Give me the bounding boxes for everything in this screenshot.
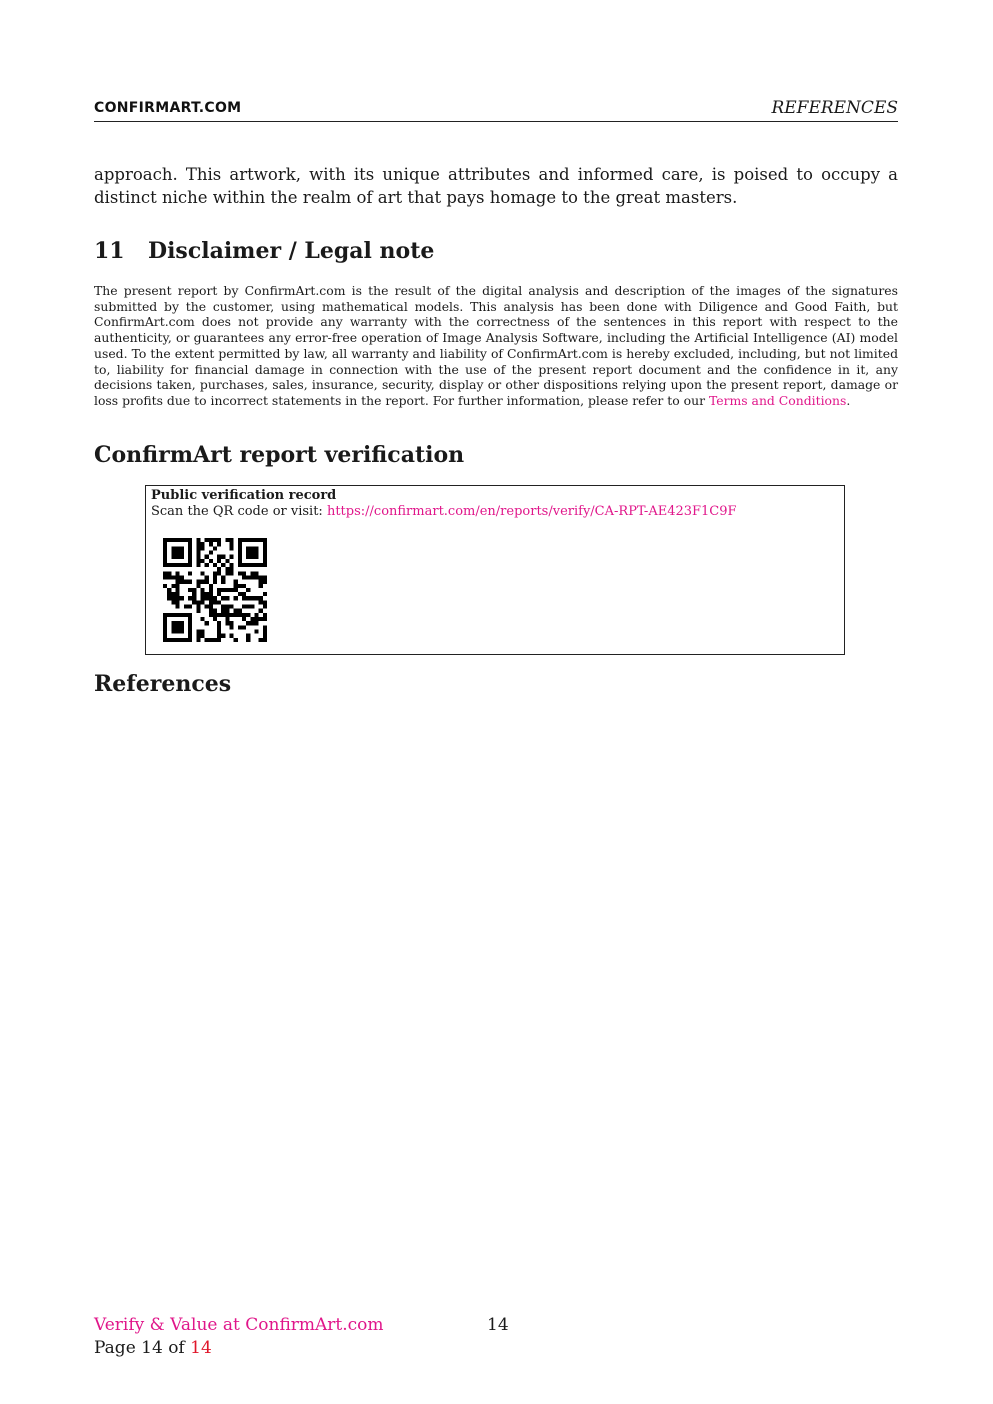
scan-instruction: Scan the QR code or visit: [151,504,327,519]
section-number: 11 [94,238,125,264]
page-total: 14 [190,1338,212,1358]
disclaimer-end: . [846,392,851,408]
footer-page-number: 14 [487,1315,509,1335]
section-title: Disclaimer / Legal note [148,238,435,264]
footer-verify-link[interactable]: Verify & Value at ConfirmArt.com [94,1315,384,1335]
terms-and-conditions-link[interactable]: Terms and Conditions [708,392,847,408]
page-prefix: Page 14 of [94,1338,191,1358]
footer-page-of [94,1338,212,1358]
verification-url-link[interactable]: https://confirmart.com/en/reports/verify/CA-RPT-AE423F1C9F [326,504,737,519]
confirmart-logo: CONFIRMART.COM [94,100,242,116]
verification-heading: ConfirmArt report verification [94,442,465,468]
intro-paragraph: approach. This artwork, with its unique attributes and informed care, is poised to occupy a distinct niche within the realm of art that pays homage to the great masters. [94,165,898,207]
running-header-title: REFERENCES [771,98,898,118]
verification-box-title: Public verification record [151,488,337,503]
section-heading-disclaimer [94,238,434,264]
header-rule [94,121,898,122]
disclaimer-text [94,283,898,409]
qr-code-icon[interactable] [163,538,267,642]
disclaimer-body: The present report by ConfirmArt.com is the result of the digital analysis and description of the images of the signatures submitted by the customer, using mathematical models. This analysis has been done with Diligence and Good Faith, but ConfirmArt.com does not provide any warranty with the correctness of the sentences in this report with respect to the authenticity, or guarantees any error-free operation of Image Analysis Software, including the Artificial Intelligence (AI) model used. To the extent permitted by law, all warranty and liability of ConfirmArt.com is hereby excluded, including, but not limited to, liability for financial damage in connection with the use of the present report document and the confidence in it, any decisions taken, purchases, sales, insurance, security, display or other dispositions relying upon the present report, damage or loss profits due to incorrect statements in the report. For further information, please refer to our [94,283,898,408]
verification-scan-line [151,504,737,519]
references-heading: References [94,671,232,697]
verification-record-box [145,485,845,655]
